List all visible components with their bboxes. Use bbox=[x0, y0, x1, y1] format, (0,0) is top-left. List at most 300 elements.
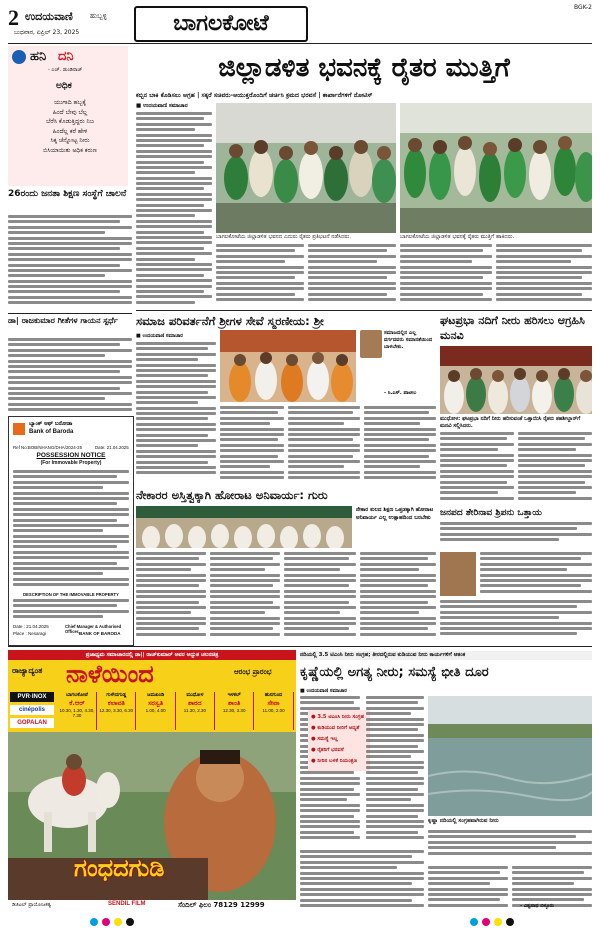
body-text-line bbox=[518, 481, 585, 484]
body-text-line bbox=[136, 417, 208, 420]
ad-city-venue: ಶಾರದ bbox=[188, 699, 202, 707]
body-text-line bbox=[136, 231, 204, 234]
body-text-line bbox=[360, 568, 419, 571]
ad-city-name: ಇಳಕಲ್ bbox=[227, 692, 241, 698]
body-text-line bbox=[364, 471, 436, 474]
body-text-line bbox=[364, 417, 436, 420]
body-text-line bbox=[366, 771, 418, 774]
body-text-line bbox=[300, 804, 360, 807]
left-story-2-body bbox=[8, 338, 132, 414]
body-text-line bbox=[210, 601, 273, 604]
body-text-line bbox=[136, 225, 212, 228]
notice-date-label: Date : 21.04.2025 bbox=[13, 624, 49, 629]
body-text-line bbox=[210, 617, 280, 620]
body-text-line bbox=[136, 423, 216, 426]
body-text-line bbox=[284, 557, 349, 560]
body-text-line bbox=[428, 841, 592, 844]
ad-city-item bbox=[215, 692, 254, 730]
body-text-line bbox=[364, 406, 436, 409]
body-text-line bbox=[136, 171, 195, 174]
body-text-line bbox=[136, 214, 195, 217]
body-text-line bbox=[440, 522, 592, 525]
body-text-line bbox=[428, 877, 508, 880]
body-text-line bbox=[8, 301, 132, 304]
body-text-line bbox=[518, 437, 585, 440]
body-text-line bbox=[428, 893, 508, 896]
left-story-2-headline: ಡಾ| ರಾಜಕುಮಾರ ಗೀತೆಗಳ ಗಾಯನ ಸ್ಪರ್ಧೆ bbox=[8, 316, 118, 325]
body-text-line bbox=[440, 600, 592, 603]
body-text-line bbox=[210, 627, 273, 630]
body-text-line bbox=[364, 476, 436, 479]
body-text-line bbox=[8, 370, 120, 373]
body-text-line bbox=[300, 798, 347, 801]
body-text-line bbox=[360, 557, 428, 560]
body-text-line bbox=[360, 601, 428, 604]
body-text-line bbox=[8, 215, 132, 218]
lead-caption-1: ಬಾಗಲಕೋಟೆಯ ಜಿಲ್ಲಾಡಳಿತ ಭವನದ ಎದುರು ರೈತರು ಪ್ರತಿಭಟನೆ ನಡೆಸಿದರು. bbox=[216, 234, 351, 240]
body-text-line bbox=[512, 888, 592, 891]
body-text-line bbox=[440, 627, 592, 630]
reg-mark-yellow bbox=[114, 918, 122, 926]
lead-photo-2 bbox=[400, 103, 592, 233]
body-text-line bbox=[220, 417, 284, 420]
body-text-line bbox=[518, 443, 592, 446]
ad-city-item bbox=[97, 692, 136, 730]
body-text-line bbox=[13, 556, 129, 559]
body-text-line bbox=[360, 611, 419, 614]
janapada-col1 bbox=[440, 522, 592, 546]
middle-story-byline: ■ ಉದಯವಾಣಿ ಸಮಾಚಾರ bbox=[136, 333, 183, 339]
water-bullet-item: ● ಕುಡಿಯುವ ನೀರಿಗೆ ಆದ್ಯತೆ bbox=[311, 725, 360, 731]
reg-mark-magenta bbox=[102, 918, 110, 926]
middle-quote: ಸಮಾಜದಲ್ಲಿನ ಎಲ್ಲ ವರ್ಗದವರು ಸಮಾನತೆಯಿಂದ ಬಾಳಬೇಕು. bbox=[384, 330, 433, 350]
body-text-line bbox=[136, 380, 216, 383]
hanidani-title-a: ಹನಿ bbox=[30, 49, 47, 64]
body-text-line bbox=[440, 443, 514, 446]
body-text-line bbox=[518, 475, 592, 478]
body-text-line bbox=[400, 244, 492, 247]
body-text-line bbox=[136, 595, 206, 598]
body-text-line bbox=[300, 782, 360, 785]
body-text-line bbox=[512, 877, 592, 880]
nekar-col3 bbox=[284, 552, 356, 642]
body-text-line bbox=[496, 282, 592, 285]
body-text-line bbox=[300, 809, 360, 812]
body-text-line bbox=[300, 899, 412, 902]
body-text-line bbox=[8, 343, 120, 346]
body-text-line bbox=[360, 606, 436, 609]
body-text-line bbox=[496, 255, 592, 258]
body-text-line bbox=[440, 448, 498, 451]
body-text-line bbox=[136, 439, 216, 442]
body-text-line bbox=[300, 696, 360, 699]
body-text-line bbox=[440, 611, 592, 614]
ad-movie-title: ಗಂಧದಗುಡಿ bbox=[74, 854, 165, 882]
body-text-line bbox=[300, 831, 354, 834]
body-text-line bbox=[8, 408, 132, 411]
body-text-line bbox=[496, 287, 592, 290]
body-text-line bbox=[220, 428, 284, 431]
ad-city-times: 11.30, 2.30 bbox=[183, 708, 206, 713]
body-text-line bbox=[8, 338, 132, 341]
body-text-line bbox=[288, 444, 360, 447]
right-story-photo bbox=[440, 346, 592, 414]
river-image bbox=[428, 696, 592, 816]
body-text-line bbox=[440, 622, 592, 625]
body-text-line bbox=[136, 187, 204, 190]
body-text-line bbox=[284, 552, 356, 555]
body-text-line bbox=[440, 632, 577, 635]
siege-crowd-image bbox=[400, 103, 592, 233]
body-text-line bbox=[136, 627, 199, 630]
water-headline: ಕೃಷ್ಣೆಯಲ್ಲಿ ಅಗತ್ಯ ನೀರು; ಸಮಸ್ಯೆ ಭೀತಿ ದೂರ bbox=[300, 665, 489, 680]
body-text-line bbox=[308, 287, 396, 290]
body-text-line bbox=[440, 497, 514, 500]
body-text-line bbox=[496, 298, 592, 301]
hanidani-box bbox=[8, 46, 128, 186]
body-text-line bbox=[8, 226, 132, 229]
hanidani-logo bbox=[12, 50, 26, 64]
body-text-line bbox=[136, 117, 204, 120]
ad-city-venue: ಶಾಂತಿ bbox=[228, 699, 241, 707]
body-text-line bbox=[216, 282, 304, 285]
body-text-line bbox=[220, 455, 278, 458]
ad-city-item bbox=[137, 692, 176, 730]
reg-mark-magenta-2 bbox=[482, 918, 490, 926]
bank-name-en: Bank of Baroda bbox=[29, 429, 74, 435]
body-text-line bbox=[366, 766, 424, 769]
ad-city-name: ಹುನಗುಂದ bbox=[264, 692, 283, 698]
ad-phone: ಸೆಂದಿಲ್ ಫಿಲಂ 78129 12999 bbox=[178, 901, 265, 909]
body-text-line bbox=[366, 696, 424, 699]
body-text-line bbox=[400, 298, 492, 301]
body-text-line bbox=[220, 438, 278, 441]
body-text-line bbox=[366, 734, 424, 737]
body-text-line bbox=[136, 347, 208, 350]
body-text-line bbox=[360, 633, 436, 636]
body-text-line bbox=[220, 411, 278, 414]
body-text-line bbox=[440, 533, 592, 536]
right-story-col2 bbox=[518, 432, 592, 504]
body-text-line bbox=[8, 403, 132, 406]
body-text-line bbox=[518, 486, 592, 489]
body-text-line bbox=[288, 433, 360, 436]
middle-story-col2 bbox=[220, 406, 284, 486]
body-text-line bbox=[284, 601, 349, 604]
body-text-line bbox=[300, 788, 354, 791]
body-text-line bbox=[518, 491, 576, 494]
body-text-line bbox=[480, 574, 592, 577]
hanidani-poem-line: ಹಿಂದೆ ಬೇವು ಬೆಲ್ಲ bbox=[52, 108, 88, 116]
body-text-line bbox=[136, 144, 204, 147]
body-text-line bbox=[440, 481, 507, 484]
ad-city-grid bbox=[58, 692, 294, 730]
body-text-line bbox=[364, 444, 436, 447]
body-text-line bbox=[288, 476, 360, 479]
body-text-line bbox=[210, 633, 280, 636]
body-text-line bbox=[220, 465, 270, 468]
middle-quote-author: - ಸಿ.ಎಸ್. ಪಾಟೀಲ bbox=[384, 390, 417, 396]
body-text-line bbox=[284, 606, 356, 609]
body-text-line bbox=[13, 610, 129, 613]
body-text-line bbox=[440, 459, 514, 462]
ad-city-name: ಮುಧೋಳ bbox=[186, 692, 204, 698]
body-text-line bbox=[13, 481, 129, 484]
body-text-line bbox=[496, 249, 582, 252]
water-kicker: ನದಿಯಲ್ಲಿ 3.5 ಟಿಎಂಸಿ ನೀರು ಸಂಗ್ರಹ; ತೀರದಲ್ಲಿರುವ ಕುಡಿಯುವ ನೀರು ಕಾರ್ಯಗಳಿಗೆ ಆತಂಕ bbox=[300, 651, 592, 660]
body-text-line bbox=[284, 627, 349, 630]
body-text-line bbox=[400, 266, 492, 269]
body-text-line bbox=[220, 449, 284, 452]
body-text-line bbox=[366, 739, 424, 742]
notice-officer-bank: BANK OF BARODA bbox=[79, 631, 121, 636]
body-text-line bbox=[400, 255, 492, 258]
body-text-line bbox=[13, 524, 129, 527]
body-text-line bbox=[428, 852, 592, 855]
brand-pvr: PVR·INOX bbox=[10, 692, 54, 702]
body-text-line bbox=[210, 595, 280, 598]
body-text-line bbox=[480, 568, 567, 571]
body-text-line bbox=[288, 411, 353, 414]
water-col4 bbox=[300, 850, 424, 912]
weavers-meeting-image bbox=[136, 506, 352, 548]
body-text-line bbox=[210, 574, 280, 577]
body-text-line bbox=[13, 578, 129, 581]
body-text-line bbox=[136, 358, 198, 361]
brand-cinepolis: cinépolis bbox=[10, 705, 54, 715]
hanidani-heading: ಅಧಿಕ bbox=[56, 81, 72, 91]
ad-city-times: 1.00, 4.00 bbox=[145, 708, 166, 713]
body-text-line bbox=[400, 293, 483, 296]
body-text-line bbox=[512, 893, 592, 896]
body-text-line bbox=[360, 579, 436, 582]
body-text-line bbox=[428, 830, 592, 833]
body-text-line bbox=[13, 567, 129, 570]
body-text-line bbox=[13, 583, 129, 586]
body-text-line bbox=[136, 128, 195, 131]
body-text-line bbox=[8, 242, 132, 245]
body-text-line bbox=[210, 557, 273, 560]
body-text-line bbox=[136, 401, 198, 404]
body-text-line bbox=[284, 563, 356, 566]
body-text-line bbox=[428, 846, 556, 849]
body-text-line bbox=[288, 455, 353, 458]
nekar-headline: ನೇಕಾರರ ಅಸ್ತಿತ್ವಕ್ಕಾಗಿ ಹೋರಾಟ ಅನಿವಾರ್ಯ: ಗುರು bbox=[136, 488, 328, 502]
masthead-rule bbox=[8, 43, 592, 44]
water-bullet-item: ● ರೈತರಿಗೆ ಭರವಸೆ bbox=[311, 747, 344, 753]
middle-story-col3 bbox=[288, 406, 360, 486]
body-text-line bbox=[366, 815, 418, 818]
body-text-line bbox=[8, 296, 132, 299]
body-text-line bbox=[440, 454, 514, 457]
body-text-line bbox=[136, 557, 199, 560]
ad-city-item bbox=[58, 692, 97, 730]
body-text-line bbox=[300, 836, 360, 839]
body-text-line bbox=[308, 271, 396, 274]
body-text-line bbox=[288, 417, 360, 420]
notice-place-label: Place : Nesaragi bbox=[13, 631, 47, 636]
body-text-line bbox=[136, 112, 212, 115]
body-text-line bbox=[284, 568, 340, 571]
body-text-line bbox=[440, 538, 559, 541]
body-text-line bbox=[400, 260, 472, 263]
right-story-headline: ಘಟಪ್ರಭಾ ನದಿಗೆ ನೀರು ಹರಿಸಲು ಆಗ್ರಹಿಸಿ ಮನವಿ bbox=[440, 314, 585, 342]
nekar-col2 bbox=[210, 552, 280, 642]
body-text-line bbox=[136, 204, 204, 207]
body-text-line bbox=[8, 387, 120, 390]
lead-photo-1 bbox=[216, 103, 396, 233]
ad-city-venue: ಕೆ.ಆರ್ bbox=[69, 699, 85, 707]
body-text-line bbox=[288, 428, 360, 431]
movie-ad bbox=[8, 650, 296, 912]
body-text-line bbox=[360, 563, 436, 566]
notice-body bbox=[13, 470, 129, 590]
ad-city-times: 10.30, 1.30, 4.30, 7.30 bbox=[59, 708, 95, 718]
body-text-line bbox=[8, 247, 120, 250]
left-divider bbox=[8, 313, 132, 314]
body-text-line bbox=[136, 590, 206, 593]
swamiji-event-image bbox=[220, 330, 356, 402]
body-text-line bbox=[512, 866, 592, 869]
body-text-line bbox=[8, 280, 132, 283]
middle-story-photo bbox=[220, 330, 356, 402]
body-text-line bbox=[136, 584, 199, 587]
notice-date: Date: 21.04.2025 bbox=[95, 445, 129, 450]
ad-city-venue: ಸೇವಾ bbox=[267, 699, 280, 707]
lead-headline: ಜಿಲ್ಲಾಡಳಿತ ಭವನಕ್ಕೆ ರೈತರ ಮುತ್ತಿಗೆ bbox=[218, 53, 510, 83]
body-text-line bbox=[220, 433, 284, 436]
body-text-line bbox=[300, 815, 354, 818]
body-text-line bbox=[220, 444, 284, 447]
body-text-line bbox=[300, 882, 412, 885]
body-text-line bbox=[284, 633, 356, 636]
nekar-col1 bbox=[136, 552, 206, 642]
body-text-line bbox=[210, 606, 280, 609]
ad-presented: ಡಿಜಿಟಲ್ ಪ್ರಾಯೋಜಕತ್ವ bbox=[12, 902, 52, 908]
body-text-line bbox=[8, 231, 105, 234]
body-text-line bbox=[13, 508, 129, 511]
lead-bottom-rule bbox=[136, 310, 592, 311]
body-text-line bbox=[480, 590, 592, 593]
body-text-line bbox=[136, 428, 216, 431]
body-text-line bbox=[512, 871, 584, 874]
body-text-line bbox=[216, 249, 295, 252]
water-bullet-item: ● ಸಮಸ್ಯೆ ಇಲ್ಲ bbox=[311, 736, 338, 742]
ad-city-name: ಬಾಗಲಕೋಟೆ bbox=[66, 692, 88, 698]
water-photo bbox=[428, 696, 592, 816]
left-story-1-body bbox=[8, 215, 132, 311]
body-text-line bbox=[136, 182, 212, 185]
body-text-line bbox=[13, 572, 103, 575]
body-text-line bbox=[210, 611, 265, 614]
body-text-line bbox=[308, 244, 396, 247]
ad-top-line: ಪ್ರಜಾಧ್ಯಮ ಸಮಾಚಾರದಲ್ಲಿ ಡಾ|| ರಾಜ್‌ಕುಮಾರ್ ಅವರ ಅದ್ಭುತ ಚಲನಚಿತ್ರ bbox=[8, 650, 296, 660]
body-text-line bbox=[366, 793, 424, 796]
body-text-line bbox=[496, 271, 592, 274]
body-text-line bbox=[13, 486, 103, 489]
body-text-line bbox=[518, 464, 585, 467]
body-text-line bbox=[364, 411, 429, 414]
body-text-line bbox=[8, 392, 132, 395]
body-text-line bbox=[288, 465, 344, 468]
body-text-line bbox=[136, 342, 216, 345]
body-text-line bbox=[366, 836, 424, 839]
body-text-line bbox=[284, 584, 349, 587]
body-text-line bbox=[440, 470, 514, 473]
body-text-line bbox=[13, 551, 129, 554]
lead-subhead: ಕಬ್ಬಿನ ಬಾಕಿ ಕೊಡಿಸಲು ಆಗ್ರಹ | ಸಕ್ಕರೆ ಸಚಿವರು-ಆಯುಕ್ತರೊಂದಿಗೆ ಚರ್ಚಿಸಿ ಕ್ರಮದ ಭರವಸೆ | ಕಾರ್ಖಾನೆಗಳಿಗೆ ನೋಟಿಸ್ bbox=[136, 92, 373, 99]
reg-mark-black bbox=[126, 918, 134, 926]
body-text-line bbox=[518, 497, 592, 500]
body-text-line bbox=[136, 396, 216, 399]
body-text-line bbox=[400, 282, 492, 285]
body-text-line bbox=[300, 701, 354, 704]
body-text-line bbox=[210, 590, 280, 593]
body-text-line bbox=[518, 432, 592, 435]
body-text-line bbox=[480, 563, 592, 566]
body-text-line bbox=[136, 461, 208, 464]
body-text-line bbox=[136, 134, 212, 137]
body-text-line bbox=[300, 777, 360, 780]
body-text-line bbox=[400, 276, 483, 279]
body-text-line bbox=[300, 888, 424, 891]
body-text-line bbox=[428, 904, 508, 907]
edition-tag: ಹುಬ್ಬಳ್ಳಿ bbox=[90, 12, 107, 20]
body-text-line bbox=[360, 584, 428, 587]
lead-caption-2: ಬಾಗಲಕೋಟೆಯ ಜಿಲ್ಲಾಡಳಿತ ಭವನಕ್ಕೆ ರೈತರು ಮುತ್ತಿಗೆ ಹಾಕಿದರು. bbox=[400, 234, 515, 240]
body-text-line bbox=[220, 476, 284, 479]
body-text-line bbox=[440, 486, 514, 489]
body-text-line bbox=[300, 877, 424, 880]
body-text-line bbox=[300, 855, 412, 858]
bank-logo-icon bbox=[13, 423, 25, 435]
body-text-line bbox=[496, 293, 582, 296]
body-text-line bbox=[8, 285, 132, 288]
ad-poster bbox=[8, 732, 296, 902]
notice-desc-body bbox=[13, 599, 129, 621]
body-text-line bbox=[210, 584, 273, 587]
body-text-line bbox=[136, 450, 216, 453]
body-text-line bbox=[8, 290, 120, 293]
body-text-line bbox=[300, 793, 360, 796]
middle-story-headline: ಸಮಾಜ ಪರಿವರ್ತನೆಗೆ ಶ್ರೀಗಳ ಸೇವೆ ಸ್ಮರಣೀಯ: ಶ್ರೀ bbox=[136, 314, 324, 328]
body-text-line bbox=[136, 471, 216, 474]
body-text-line bbox=[216, 276, 295, 279]
ad-big-title: ನಾಳೆಯಿಂದ bbox=[66, 660, 154, 688]
body-text-line bbox=[360, 552, 436, 555]
ad-distributor: SENDIL FILM bbox=[108, 901, 146, 907]
water-bullets bbox=[308, 710, 370, 771]
page-number: 2 bbox=[8, 5, 19, 30]
body-text-line bbox=[284, 590, 356, 593]
body-text-line bbox=[136, 622, 206, 625]
body-text-line bbox=[284, 622, 356, 625]
body-text-line bbox=[366, 804, 424, 807]
body-text-line bbox=[13, 599, 129, 602]
ad-city-name: ಜಮಖಂಡಿ bbox=[147, 692, 165, 698]
body-text-line bbox=[512, 898, 584, 901]
body-text-line bbox=[360, 590, 436, 593]
body-text-line bbox=[13, 497, 129, 500]
right-story-caption: ಮುಧೋಳ: ಘಟಪ್ರಭಾ ನದಿಗೆ ನೀರು ಹರಿಸುವಂತೆ ಒತ್ತಾಯಿಸಿ ರೈತರು ತಹಶೀಲ್ದಾರ್‌ಗೆ ಮನವಿ ಸಲ್ಲಿಸಿದರು. bbox=[440, 416, 581, 429]
hanidani-title-b: ದನಿ bbox=[58, 49, 74, 64]
body-text-line bbox=[13, 513, 129, 516]
body-text-line bbox=[440, 432, 514, 435]
body-text-line bbox=[136, 209, 212, 212]
reg-mark-cyan bbox=[90, 918, 98, 926]
body-text-line bbox=[220, 471, 284, 474]
body-text-line bbox=[366, 712, 411, 715]
